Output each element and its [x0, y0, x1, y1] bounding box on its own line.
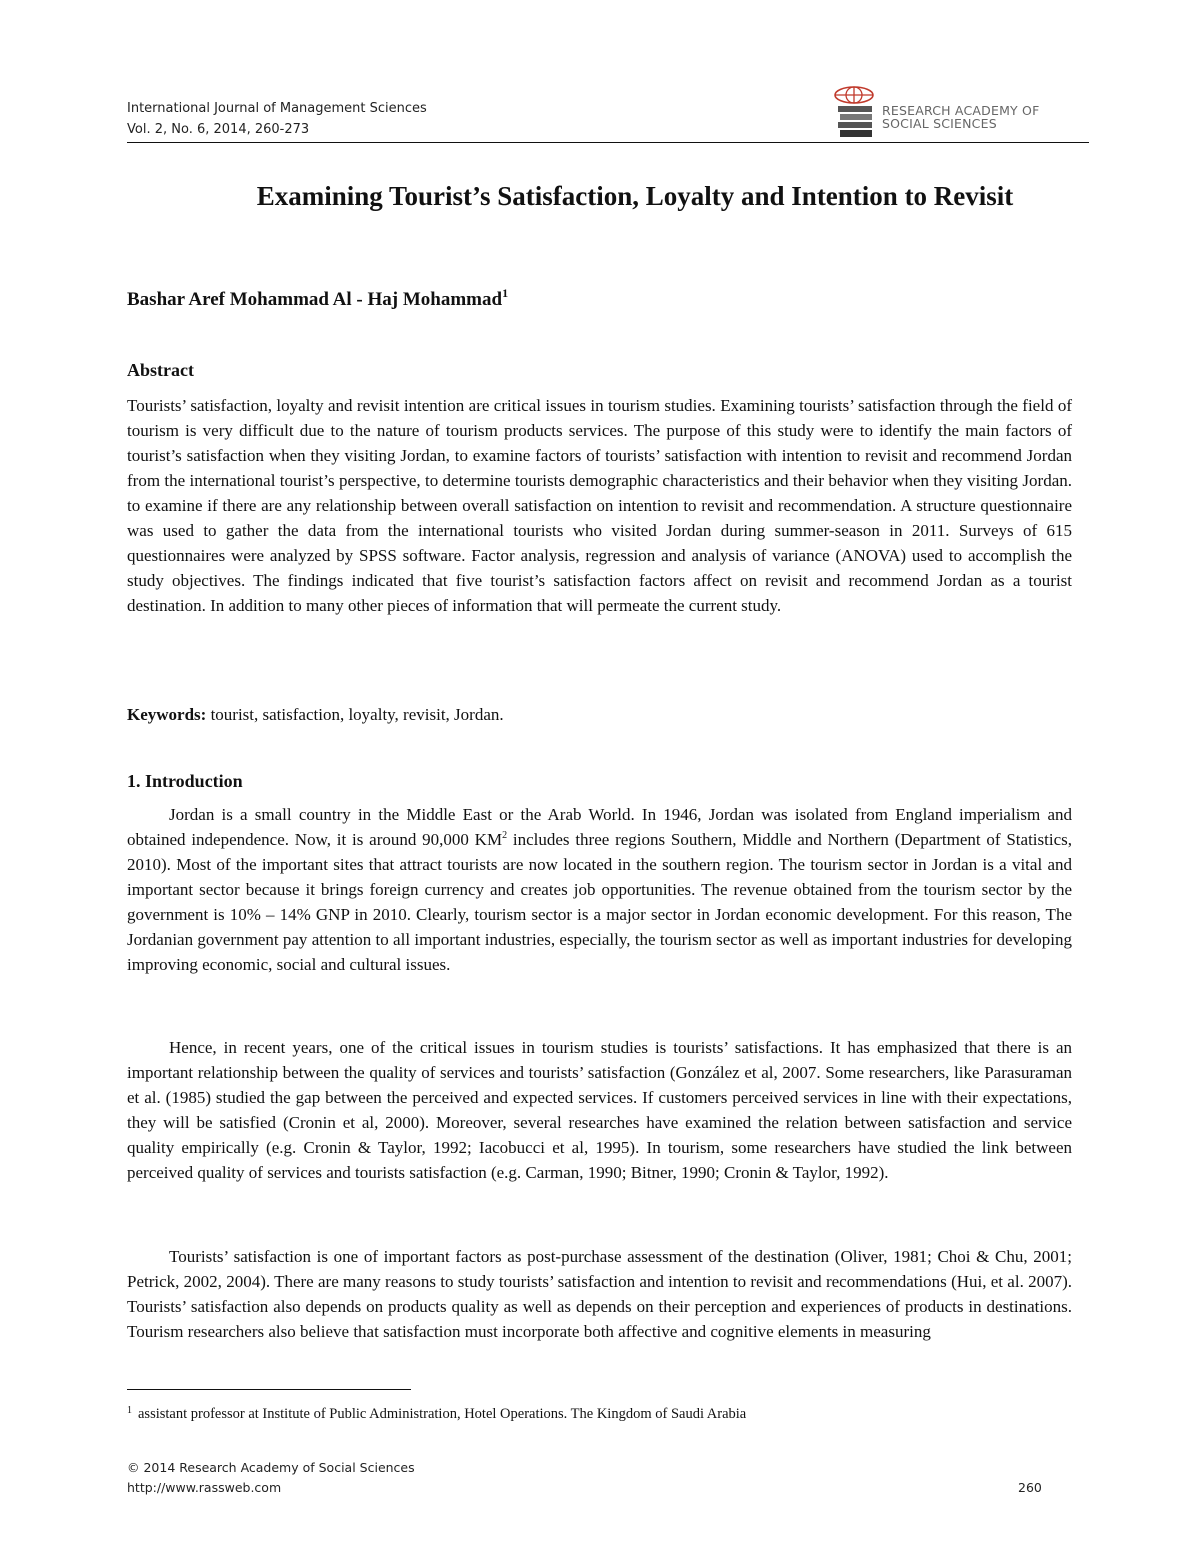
author-name: Bashar Aref Mohammad Al - Haj Mohammad [127, 289, 503, 310]
intro-paragraph-1 [127, 802, 1072, 977]
keywords-line [127, 702, 1072, 727]
volume-info: Vol. 2, No. 6, 2014, 260-273 [127, 122, 310, 137]
intro-paragraph-3: Tourists’ satisfaction is one of important factors as post-purchase assessment of the destination (Oliver, 1981; Choi & Chu, 2001; Petrick, 2002, 2004). There are many reasons to study tourists’ satisfaction and intention to revisit and recommendations (Hui, et al. 2007). Tourists’ satisfaction also depends on products quality as well as depends on their perception and experiences of products in destinations. Tourism researchers also believe that satisfaction must incorporate both affective and cognitive elements in measuring [127, 1247, 1072, 1341]
abstract-text: Tourists’ satisfaction, loyalty and revisit intention are critical issues in tourism studies. Examining tourists’ satisfaction through the field of tourism is very difficult due to the nature of tourism products services. The purpose of this study were to identify the main factors of tourist’s satisfaction when they visiting Jordan, to examine factors of tourists’ satisfaction with intention to revisit and recommend Jordan from the international tourist’s perspective, to determine tourists demographic characteristics and their behavior when they visiting Jordan. to examine if there are any relationship between overall satisfaction on intention to revisit and recommendation. A structure questionnaire was used to gather the data from the international tourists who visited Jordan during summer-season in 2011. Surveys of 615 questionnaires were analyzed by SPSS software. Factor analysis, regression and analysis of variance (ANOVA) used to accomplish the study objectives. The findings indicated that five tourist’s satisfaction factors affect on revisit and recommend Jordan as a tourist destination. In addition to many other pieces of information that will permeate the current study. [127, 396, 1072, 615]
footnote-mark: 1 [127, 1405, 132, 1416]
page-footer [127, 1458, 415, 1498]
footnote [127, 1403, 746, 1425]
introduction-heading: 1. Introduction [127, 771, 243, 791]
page-number: 260 [1018, 1480, 1042, 1495]
running-header [127, 98, 427, 140]
globe-books-icon [830, 84, 880, 142]
intro-paragraph-2: Hence, in recent years, one of the critical issues in tourism studies is tourists’ satisfactions. It has emphasized that there is an important relationship between the quality of services and tourists’ satisfaction (González et al, 2007. Some researchers, like Parasuraman et al. (1985) studied the gap between the perceived and expected services. If customers perceived services in line with their expectations, they will be satisfied (Cronin et al, 2000). Moreover, several researches have examined the relation between satisfaction and service quality empirically (e.g. Cronin & Taylor, 1992; Iacobucci et al, 1995). In tourism, some researchers have studied the link between perceived quality of services and tourists satisfaction (e.g. Carman, 1990; Bitner, 1990; Cronin & Taylor, 1992). [127, 1038, 1072, 1182]
author-footnote-mark: 1 [502, 286, 509, 300]
publisher-logo [830, 84, 1080, 142]
keywords-list: tourist, satisfaction, loyalty, revisit, Jordan. [206, 705, 504, 724]
footnote-text: assistant professor at Institute of Public Administration, Hotel Operations. The Kingdom of Saudi Arabia [138, 1406, 747, 1422]
publisher-url[interactable]: http://www.rassweb.com [127, 1480, 282, 1495]
intro-p1-part-a: Jordan is a small country in the Middle East or the Arab World. In 1946, Jordan was isolated from England imperialism and obtained independence. Now, it is around 90,000 KM [127, 805, 1072, 849]
journal-name: International Journal of Management Sciences [127, 101, 427, 116]
footnote-rule [127, 1389, 411, 1390]
publisher-logo-text [882, 104, 1040, 130]
logo-text-line1: RESEARCH ACADEMY OF [882, 103, 1040, 118]
abstract-heading: Abstract [127, 360, 194, 380]
intro-p1-part-b: includes three regions Southern, Middle and Northern (Department of Statistics, 2010). Most of the important sites that attract tourists are now located in the southern region. The tourism sector in Jordan is a vital and important sector because it brings foreign currency and creates job opportunities. The revenue obtained from the tourism sector by the government is 10% – 14% GNP in 2010. Clearly, tourism sector is a major sector in Jordan economic development. For this reason, The Jordanian government pay attention to all important industries, especially, the tourism sector as well as important industries for developing improving economic, social and cultural issues. [127, 830, 1072, 974]
copyright: © 2014 Research Academy of Social Sciences [127, 1460, 415, 1475]
keywords-label: Keywords: [127, 705, 207, 724]
logo-text-line2: SOCIAL SCIENCES [882, 116, 997, 131]
paper-title: Examining Tourist’s Satisfaction, Loyalty and Intention to Revisit [256, 181, 1014, 211]
author-line [127, 286, 508, 314]
header-rule [127, 142, 1089, 143]
km-superscript: 2 [502, 830, 508, 841]
